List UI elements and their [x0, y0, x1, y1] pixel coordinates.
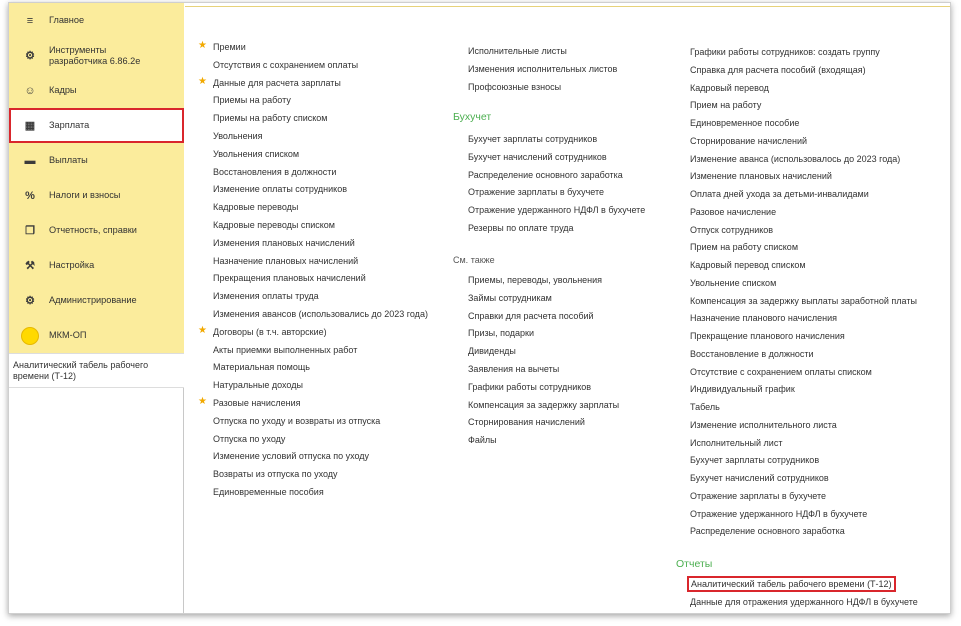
link-item[interactable]: Бухучет начислений сотрудников — [468, 151, 607, 162]
section-title-accounting: Бухучет — [453, 111, 492, 123]
link-item[interactable]: Сторнирование начислений — [690, 135, 808, 146]
link-item[interactable]: Изменение исполнительного листа — [690, 419, 837, 430]
link-item[interactable]: Изменения плановых начислений — [213, 237, 355, 248]
sidebar-item-label: Налоги и взносы — [49, 190, 121, 200]
link-item[interactable]: Возвраты из отпуска по уходу — [213, 469, 338, 480]
link-item[interactable]: Заявления на вычеты — [468, 364, 560, 374]
percent-icon: % — [25, 189, 35, 202]
sidebar-item-7[interactable] — [9, 213, 184, 248]
link-item[interactable]: Исполнительные листы — [468, 46, 567, 56]
link-item[interactable]: Справка для расчета пособий (входящая) — [690, 64, 866, 75]
link-item[interactable]: Оплата дней ухода за детьми-инвалидами — [690, 189, 869, 199]
link-item[interactable]: Приемы на работу списком — [213, 113, 328, 124]
link-item[interactable]: Займы сотрудникам — [468, 292, 552, 303]
link-item[interactable]: Увольнение списком — [690, 277, 777, 288]
link-item[interactable]: Материальная помощь — [213, 362, 310, 373]
link-item[interactable]: Профсоюзные взносы — [468, 82, 562, 92]
link-item[interactable]: Отпуск сотрудников — [690, 224, 774, 235]
sidebar-item-8[interactable] — [9, 248, 184, 283]
link-item[interactable]: Графики работы сотрудников — [468, 381, 592, 392]
link-item[interactable]: Увольнения списком — [213, 148, 300, 159]
link-item[interactable]: Кадровые переводы — [213, 202, 299, 213]
tools-icon: ⚙ — [25, 50, 35, 62]
app-window — [8, 2, 951, 614]
link-item[interactable]: Премии — [213, 42, 246, 52]
sidebar-item-label: Администрирование — [49, 295, 137, 305]
link-item[interactable]: Табель — [690, 402, 720, 412]
calculator-icon: ▦ — [24, 120, 36, 132]
link-item[interactable]: Кадровый перевод списком — [690, 260, 806, 270]
top-divider — [185, 6, 950, 7]
link-item[interactable]: Отражение удержанного НДФЛ в бухучете — [468, 205, 646, 216]
link-item[interactable]: Договоры (в т.ч. авторские) — [213, 326, 327, 337]
link-item[interactable]: Резервы по оплате труда — [468, 223, 574, 233]
link-item[interactable]: Прекращения плановых начислений — [213, 273, 366, 284]
sidebar-item-label: Кадры — [49, 85, 77, 95]
link-item[interactable]: Призы, подарки — [468, 328, 535, 339]
link-item[interactable]: Кадровые переводы списком — [213, 220, 335, 230]
link-item[interactable]: Изменение плановых начислений — [690, 171, 832, 182]
function-panel — [185, 3, 950, 613]
link-item[interactable]: Данные для отражения удержанного НДФЛ в бухучете — [690, 597, 918, 607]
link-item[interactable]: Акты приемки выполненных работ — [213, 344, 358, 355]
link-item[interactable]: Отражение зарплаты в бухучете — [690, 490, 826, 501]
report-t12-link[interactable]: Аналитический табель рабочего времени (Т-12) — [691, 579, 892, 589]
link-item[interactable]: Компенсация за задержку зарплаты — [468, 399, 620, 410]
sidebar-item-6[interactable] — [9, 178, 184, 213]
link-item[interactable]: Разовое начисление — [690, 206, 777, 217]
sidebar — [9, 3, 184, 613]
link-item[interactable]: Отпуска по уходу и возвраты из отпуска — [213, 415, 381, 426]
link-item[interactable]: Графики работы сотрудников: создать группу — [690, 47, 880, 57]
link-item[interactable]: Натуральные доходы — [213, 380, 303, 391]
documents-icon: ❐ — [25, 225, 35, 237]
link-item[interactable]: Сторнирования начислений — [468, 417, 585, 428]
link-item[interactable]: Восстановления в должности — [213, 166, 337, 177]
link-item[interactable]: Изменение условий отпуска по уходу — [213, 451, 370, 462]
link-item[interactable]: Прием на работу списком — [690, 242, 798, 253]
sidebar-item-3[interactable] — [9, 73, 184, 108]
link-item[interactable]: Приемы, переводы, увольнения — [468, 275, 603, 285]
people-icon: ☺ — [24, 84, 36, 97]
open-window-item[interactable]: Аналитический табель рабочего времени (Т-12) — [9, 353, 184, 388]
sidebar-item-label: Выплаты — [49, 155, 88, 165]
link-item[interactable]: Приемы на работу — [213, 95, 291, 106]
sidebar-item-10[interactable] — [9, 318, 184, 353]
link-item[interactable]: Единовременное пособие — [690, 118, 800, 128]
link-item[interactable]: Изменения авансов (использовались до 2023 года) — [213, 309, 428, 319]
link-item[interactable]: Назначение планового начисления — [690, 313, 838, 324]
link-item[interactable]: Изменения оплаты труда — [213, 291, 319, 302]
link-item[interactable]: Изменение оплаты сотрудников — [213, 184, 348, 195]
star-icon: ★ — [198, 324, 207, 336]
link-item[interactable]: Изменения исполнительных листов — [468, 64, 618, 74]
link-item[interactable]: Распределение основного заработка — [690, 526, 845, 537]
link-item[interactable]: Отпуска по уходу — [213, 433, 286, 444]
link-item[interactable]: Данные для расчета зарплаты — [213, 77, 341, 88]
link-item[interactable]: Отражение зарплаты в бухучете — [468, 187, 604, 198]
link-item[interactable]: Компенсация за задержку выплаты заработной платы — [690, 295, 917, 306]
section-title-see-also: См. также — [453, 255, 495, 265]
link-item[interactable]: Назначение плановых начислений — [213, 255, 359, 266]
link-item[interactable]: Изменение аванса (использовалось до 2023 года) — [690, 153, 901, 164]
link-item[interactable]: Справки для расчета пособий — [468, 310, 594, 321]
menu-icon: ≡ — [26, 14, 34, 27]
link-item[interactable]: Бухучет начислений сотрудников — [690, 473, 829, 483]
sidebar-item-label: МКМ-ОП — [49, 330, 87, 340]
star-icon: ★ — [198, 40, 207, 51]
section-title-reports: Отчеты — [676, 558, 713, 570]
gear-icon: ⚙ — [25, 295, 35, 307]
link-item[interactable]: Единовременные пособия — [213, 487, 324, 497]
link-item[interactable]: Прием на работу — [690, 100, 762, 111]
card-icon: ▬ — [24, 154, 36, 167]
sidebar-item-4[interactable] — [9, 108, 184, 143]
sidebar-item-5[interactable] — [9, 143, 184, 178]
sidebar-item-2[interactable] — [9, 38, 184, 73]
sidebar-item-1[interactable] — [9, 3, 184, 38]
sidebar-item-label: Инструменты разработчика 6.86.2e — [49, 44, 141, 66]
link-item[interactable]: Исполнительный лист — [690, 437, 783, 448]
link-item[interactable]: Разовые начисления — [213, 398, 301, 408]
sections-panel — [9, 3, 184, 353]
link-item[interactable]: Файлы — [468, 435, 497, 446]
link-item[interactable]: Отсутствие с сохранением оплаты списком — [690, 366, 872, 377]
link-item[interactable]: Бухучет зарплаты сотрудников — [468, 134, 598, 144]
sidebar-item-label: Главное — [49, 15, 85, 25]
link-item[interactable]: Отражение удержанного НДФЛ в бухучете — [690, 508, 868, 519]
wrench-icon: ⚒ — [25, 260, 35, 272]
link-item[interactable]: Распределение основного заработка — [468, 169, 623, 180]
sidebar-item-label: Отчетность, справки — [49, 225, 137, 235]
circle-icon — [21, 327, 39, 345]
link-item[interactable]: Бухучет зарплаты сотрудников — [690, 455, 820, 466]
link-item[interactable]: Восстановление в должности — [690, 348, 814, 359]
link-item[interactable]: Отсутствия с сохранением оплаты — [213, 59, 359, 70]
sidebar-item-9[interactable] — [9, 283, 184, 318]
sidebar-item-label: Настройка — [49, 260, 95, 270]
sidebar-item-label: Зарплата — [49, 120, 90, 130]
link-item[interactable]: Кадровый перевод — [690, 82, 769, 93]
star-icon: ★ — [198, 75, 207, 87]
link-item[interactable]: Индивидуальный график — [690, 384, 795, 395]
link-item[interactable]: Прекращение планового начисления — [690, 331, 845, 341]
link-item[interactable]: Дивиденды — [468, 346, 516, 357]
link-item[interactable]: Увольнения — [213, 131, 263, 141]
star-icon: ★ — [198, 396, 207, 407]
